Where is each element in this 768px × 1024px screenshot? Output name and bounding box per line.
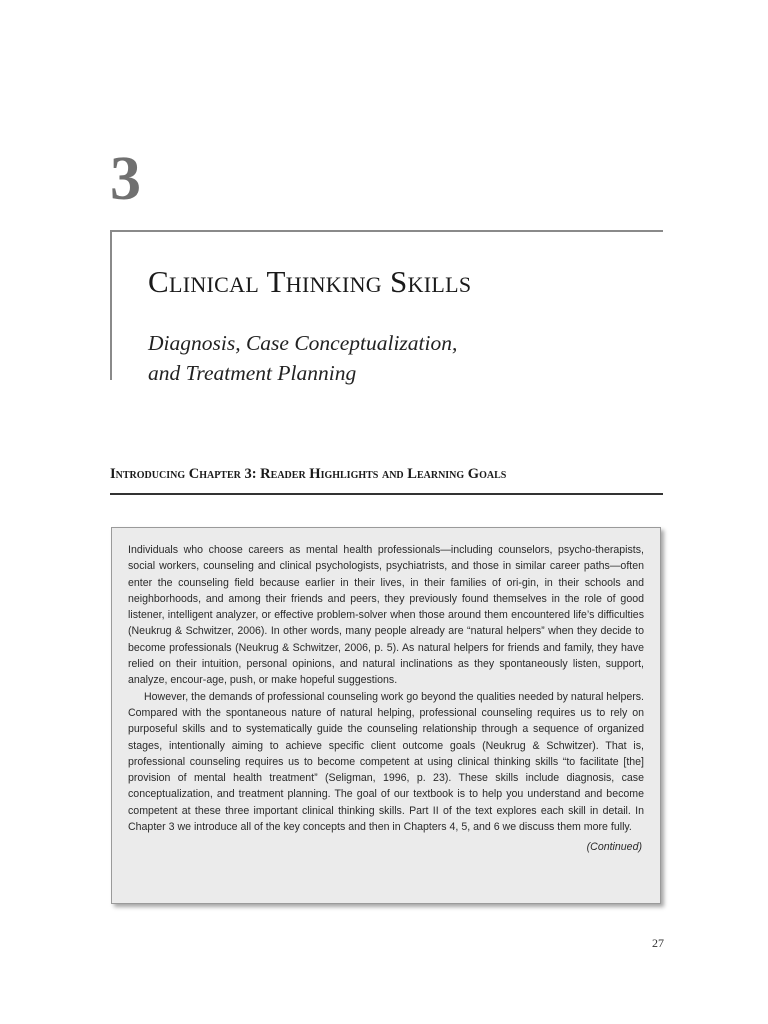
section-rule [110,493,663,495]
highlights-paragraph-1: Individuals who choose careers as mental health professionals—including counselors, psycho-therapists, social workers, counseling and clinical psychologists, psychiatrists, and those in similar career paths—often enter the counseling field because earlier in their lives, in their families of ori-gin, in their schools and neighborhoods, and among their friends and peers, they previously found themselves in the role of good listener, intelligent analyzer, or effective problem-solver when those around them encountered life’s difficulties (Neukrug & Schwitzer, 2006). In other words, many people already are “natural helpers” when they decide to become professionals (Neukrug & Schwitzer, 2006, p. 5). As natural helpers for friends and family, they have relied on their intuition, personal opinions, and natural inclinations as they spontaneously listen, support, analyze, encour-age, push, or make hopeful suggestions. [128,544,644,687]
page-number: 27 [652,936,664,950]
chapter-subtitle-line-2: and Treatment Planning [148,361,357,385]
continued-note: (Continued) [586,841,642,854]
chapter-subtitle-line-1: Diagnosis, Case Conceptualization, [148,331,458,355]
chapter-rule-top [110,230,663,232]
highlights-paragraph-2: However, the demands of professional counseling work go beyond the qualities needed by natural helpers. Compared with the spontaneous nature of natural helping, professional counseling requires us to rely on purposeful skills and to systematically guide the counseling relationship through a sequence of organized stages, intentionally aiming to achieve specific client outcome goals (Neukrug & Schwitzer). That is, professional counseling requires us to become competent at using clinical thinking skills “to facilitate [the] provision of mental health treatment” (Seligman, 1996, p. 23). These skills include diagnosis, case conceptualization, and treatment planning. The goal of our textbook is to help you understand and become competent at these three important clinical thinking skills. Part II of the text explores each skill in detail. In Chapter 3 we introduce all of the key concepts and then in Chapters 4, 5, and 6 we discuss them more fully. [128,690,644,834]
chapter-title: Clinical Thinking Skills [148,264,472,299]
chapter-subtitle [148,328,457,388]
section-heading: Introducing Chapter 3: Reader Highlights and Learning Goals [110,466,507,482]
reader-highlights-box [111,527,661,904]
chapter-number: 3 [110,145,141,213]
chapter-rule-left [110,230,112,380]
